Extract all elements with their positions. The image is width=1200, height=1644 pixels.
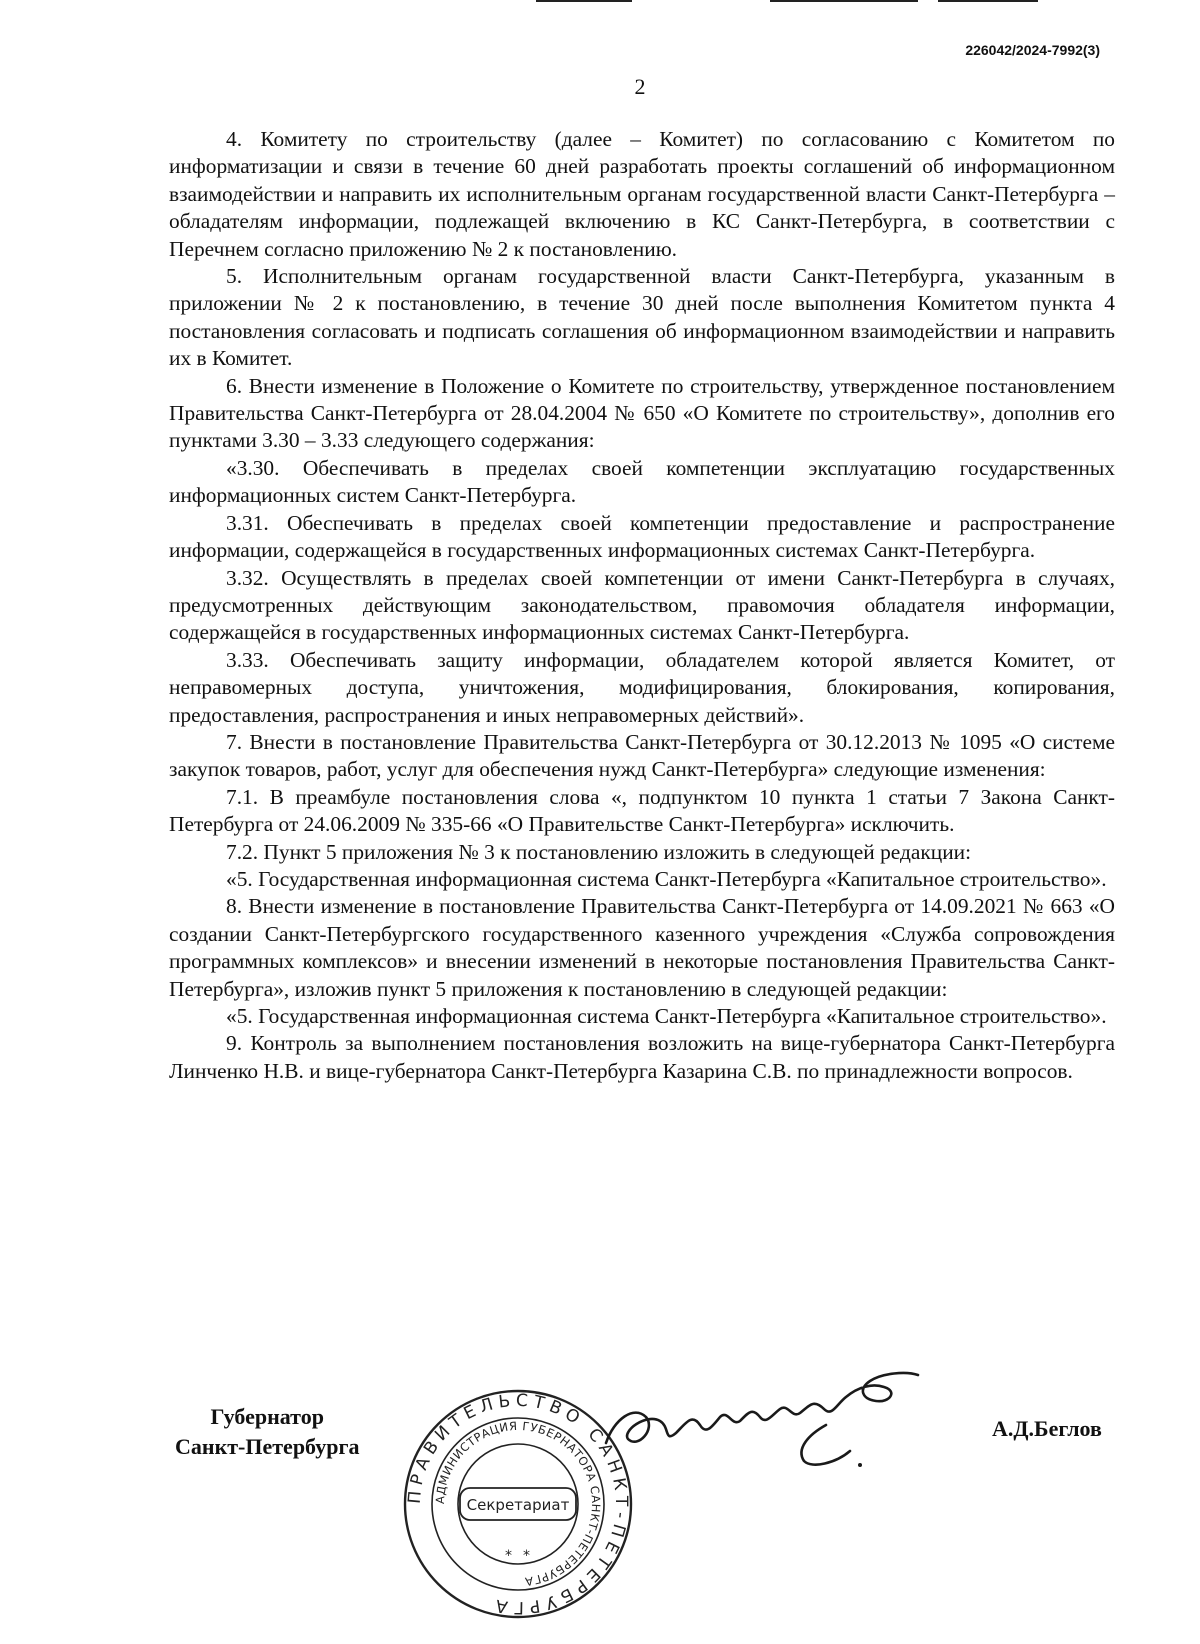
stamp-star-right: * — [523, 1548, 530, 1564]
top-rule-left — [536, 0, 632, 2]
document-body — [169, 126, 1115, 1085]
top-rule-right — [938, 0, 1038, 2]
signatory-name: А.Д.Беглов — [992, 1416, 1102, 1441]
paragraph-3-32: 3.32. Осуществлять в пределах своей компетенции от имени Санкт-Петербурга в случаях, предусмотренных действующим законодательством, правомочия обладателя информации, содержащейся в государственных информационных системах Санкт-Петербурга. — [169, 565, 1115, 645]
signatory-title-line1: Губернатор — [210, 1404, 324, 1429]
signatory-title-line2: Санкт-Петербурга — [175, 1434, 360, 1459]
paragraph-3-31: 3.31. Обеспечивать в пределах своей компетенции предоставление и распространение информации, содержащейся в государственных информационных системах Санкт-Петербурга. — [169, 510, 1115, 563]
top-rule-middle — [770, 0, 918, 2]
paragraph-8: 8. Внести изменение в постановление Правительства Санкт-Петербурга от 14.09.2021 № 663 «О создании Санкт-Петербургского государственного казенного учреждения «Служба сопровождения программных комплексов» и внесении изменений в некоторые постановления Правительства Санкт-Петербурга», изложив пункт 5 приложения к постановлению в следующей редакции: — [169, 894, 1115, 1001]
paragraph-3-33: 3.33. Обеспечивать защиту информации, обладателем которой является Комитет, от неправомерных доступа, уничтожения, модифицирования, блокирования, копирования, предоставления, распространения и иных неправомерных действий». — [169, 647, 1115, 727]
page-number: 2 — [634, 74, 646, 99]
paragraph-7-2-quote: «5. Государственная информационная система Санкт-Петербурга «Капитальное строительство». — [226, 866, 1107, 891]
document-registration-number: 226042/2024-7992(3) — [965, 42, 1100, 58]
paragraph-9: 9. Контроль за выполнением постановления возложить на вице-губернатора Санкт-Петербурга Линченко Н.В. и вице-губернатора Санкт-Петербурга Казарина С.В. по принадлежности вопросов. — [169, 1031, 1115, 1083]
paragraph-4: 4. Комитету по строительству (далее – Комитет) по согласованию с Комитетом по информатизации и связи в течение 60 дней разработать проекты соглашений об информационном взаимодействии и направить их исполнительным органам государственной власти Санкт-Петербурга – обладателям информации, подлежащей включению в КС Санкт-Петербурга, в соответствии с Перечнем согласно приложению № 2 к постановлению. — [169, 127, 1115, 261]
stamp-inner-text: АДМИНИСТРАЦИЯ ГУБЕРНАТОРА САНКТ-ПЕТЕРБУРГА — [432, 1418, 604, 1589]
paragraph-7: 7. Внести в постановление Правительства Санкт-Петербурга от 30.12.2013 № 1095 «О системе закупок товаров, работ, услуг для обеспечения нужд Санкт-Петербурга» следующие изменения: — [169, 729, 1115, 782]
stamp-outer-text: ПРАВИТЕЛЬСТВО САНКТ-ПЕТЕРБУРГА — [404, 1390, 632, 1618]
signatory-title — [175, 1402, 359, 1462]
handwritten-signature — [600, 1365, 930, 1475]
paragraph-6: 6. Внести изменение в Положение о Комитете по строительству, утвержденное постановлением Правительства Санкт-Петербурга от 28.04.2004 № 650 «О Комитете по строительству», дополнив его пунктами 3.30 – 3.33 следующего содержания: — [169, 373, 1115, 453]
paragraph-7-1: 7.1. В преамбуле постановления слова «, подпунктом 10 пункта 1 статьи 7 Закона Санкт-Петербурга от 24.06.2009 № 335-66 «О Правительстве Санкт-Петербурга» исключить. — [169, 784, 1115, 837]
paragraph-5: 5. Исполнительным органам государственной власти Санкт-Петербурга, указанным в приложении № 2 к постановлению, в течение 30 дней после выполнения Комитетом пункта 4 постановления согласовать и подписать соглашения об информационном взаимодействии и направить их в Комитет. — [169, 264, 1115, 371]
stamp-center-label: Секретариат — [466, 1496, 570, 1514]
stamp-star-left: * — [505, 1548, 512, 1564]
paragraph-7-2: 7.2. Пункт 5 приложения № 3 к постановлению изложить в следующей редакции: — [226, 839, 972, 864]
paragraph-8-quote: «5. Государственная информационная система Санкт-Петербурга «Капитальное строительство». — [226, 1004, 1107, 1028]
paragraph-3-30: «3.30. Обеспечивать в пределах своей компетенции эксплуатацию государственных информационных систем Санкт-Петербурга. — [169, 455, 1115, 508]
